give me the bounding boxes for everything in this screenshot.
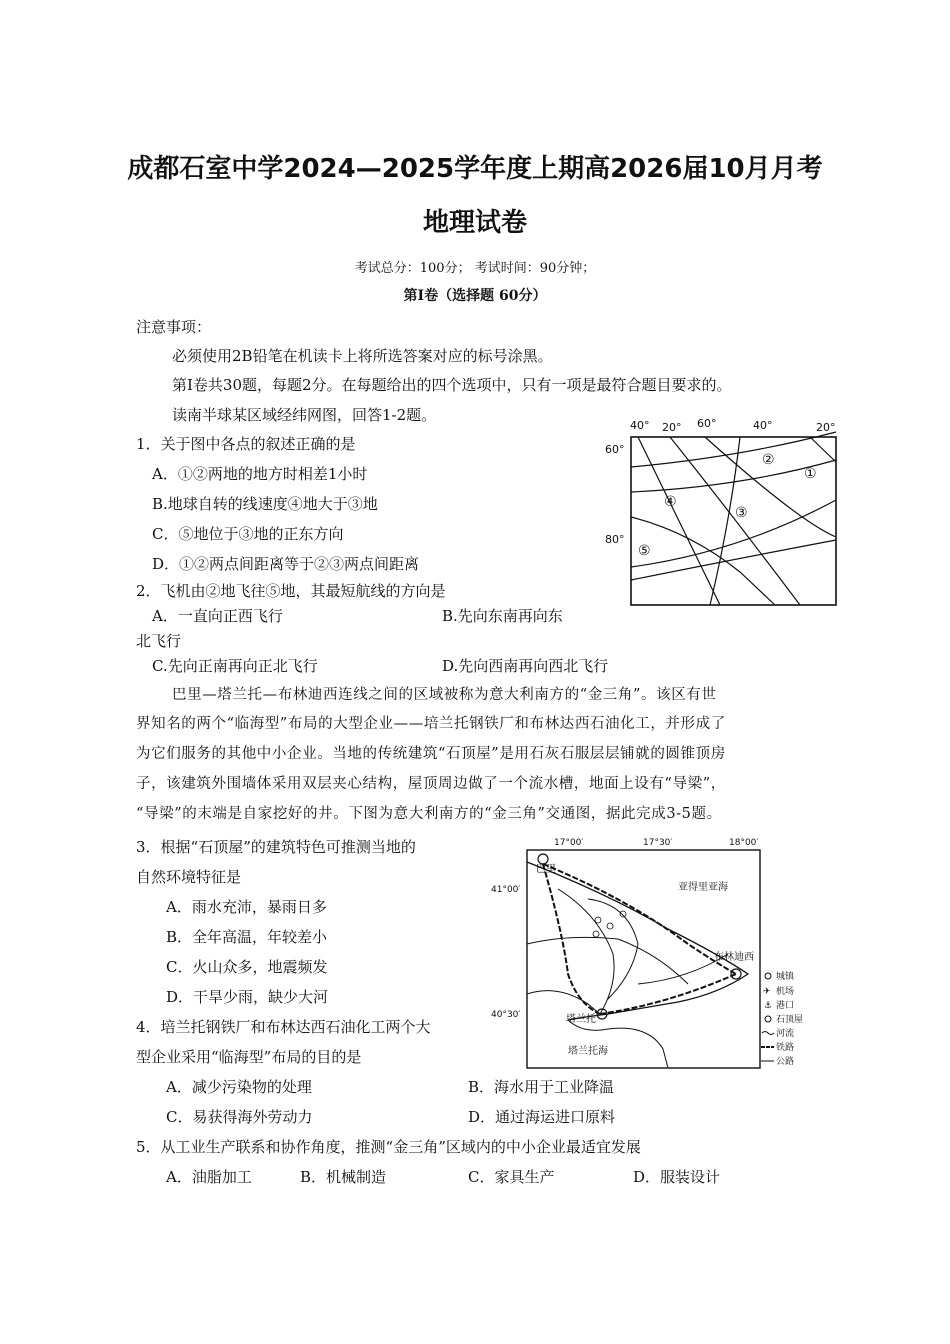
passage-line3: 为它们服务的其他中小企业。当地的传统建筑“石顶屋”是用石灰石服层层铺就的圆锥顶房 xyxy=(136,746,726,762)
lat-label-1: 41°00′ xyxy=(491,885,521,895)
label-brindisi: 布林迪西 xyxy=(714,952,754,963)
point-4: ④ xyxy=(664,494,677,510)
top-label-1: 40° xyxy=(630,419,650,432)
label-gulf: 塔兰托海 xyxy=(568,1046,608,1057)
q4-option-c: C．易获得海外劳动力 xyxy=(166,1108,313,1126)
legend-river: 河流 xyxy=(776,1029,795,1039)
graticule-map xyxy=(600,412,845,612)
legend-river-icon xyxy=(762,1032,774,1035)
q3-option-a: A．雨水充沛，暴雨日多 xyxy=(166,898,327,916)
legend-road: 公路 xyxy=(776,1057,795,1067)
part-title: 第Ⅰ卷（选择题 60分） xyxy=(403,288,547,304)
point-5: ⑤ xyxy=(638,543,651,559)
q3-option-c: C．火山众多，地震频发 xyxy=(166,958,328,976)
q5-option-d: D．服装设计 xyxy=(633,1168,721,1186)
intro-q1-2: 读南半球某区域经纬网图，回答1-2题。 xyxy=(172,406,437,424)
legend-town-icon xyxy=(765,973,771,979)
q2-option-b: B.先向东南再向东 xyxy=(442,607,563,625)
q5-option-b: B．机械制造 xyxy=(300,1168,387,1186)
passage-line4: 子，该建筑外围墙体采用双层夹心结构，屋顶周边做了一个流水槽，地面上设有“导梁”， xyxy=(136,776,726,792)
legend-airport-icon: ✈ xyxy=(763,987,771,997)
golden-triangle-map xyxy=(488,834,823,1074)
top-label-4: 40° xyxy=(753,419,773,432)
q5-option-a: A．油脂加工 xyxy=(166,1168,252,1186)
q3-stem-wrap: 自然环境特征是 xyxy=(136,868,242,886)
top-label-2: 20° xyxy=(662,421,682,434)
passage-line2: 界知名的两个“临海型”布局的大型企业——培兰托钢铁厂和布林达西石油化工，并形成了 xyxy=(136,716,726,732)
q2-option-a: A．一直向正西飞行 xyxy=(152,607,283,625)
q3-option-b: B．全年高温，年较差小 xyxy=(166,928,328,946)
left-label-80: 80° xyxy=(605,533,625,546)
notes-line2: 第Ⅰ卷共30题，每题2分。在每题给出的四个选项中，只有一项是最符合题目要求的。 xyxy=(172,376,732,394)
lon-label-3: 18°00′ xyxy=(729,838,759,848)
q2-stem: 2．飞机由②地飞往⑤地，其最短航线的方向是 xyxy=(136,582,446,600)
label-bari: 巴里 xyxy=(536,864,556,875)
q1-option-d: D．①②两点间距离等于②③两点间距离 xyxy=(152,555,420,573)
legend-town: 城镇 xyxy=(776,972,795,982)
q4-option-a: A．减少污染物的处理 xyxy=(166,1078,312,1096)
label-taranto: 塔兰托 xyxy=(566,1014,596,1025)
q5-option-c: C．家具生产 xyxy=(468,1168,555,1186)
point-3: ③ xyxy=(735,505,748,521)
q2-option-c: C.先向正南再向正北飞行 xyxy=(152,657,318,675)
q3-option-d: D．干旱少雨，缺少大河 xyxy=(166,988,329,1006)
exam-title-line2: 地理试卷 xyxy=(422,208,527,238)
notes-line1: 必须使用2B铅笔在机读卡上将所选答案对应的标号涂黑。 xyxy=(172,347,553,365)
q4-stem-wrap: 型企业采用“临海型”布局的目的是 xyxy=(136,1048,362,1066)
lon-label-1: 17°00′ xyxy=(554,838,584,848)
q4-stem: 4．培兰托钢铁厂和布林达西石油化工两个大 xyxy=(136,1018,431,1036)
q5-stem: 5．从工业生产联系和协作角度，推测“金三角”区域内的中小企业最适宜发展 xyxy=(136,1138,641,1156)
q1-option-c: C．⑤地位于③地的正东方向 xyxy=(152,525,344,543)
point-2: ② xyxy=(762,452,775,468)
top-label-3: 60° xyxy=(697,417,717,430)
legend-stone-house: 石顶屋 xyxy=(776,1015,804,1025)
label-adriatic: 亚得里亚海 xyxy=(678,882,728,893)
exam-info: 考试总分：100分； 考试时间：90分钟； xyxy=(354,261,596,276)
left-label-60: 60° xyxy=(605,443,625,456)
lon-label-2: 17°30′ xyxy=(643,838,673,848)
q1-option-b: B.地球自转的线速度④地大于③地 xyxy=(152,495,378,513)
legend-stone-house-icon xyxy=(765,1016,771,1022)
legend-airport: 机场 xyxy=(776,987,795,997)
q2-option-d: D.先向西南再向西北飞行 xyxy=(442,657,609,675)
notes-heading: 注意事项： xyxy=(136,318,212,336)
point-1: ① xyxy=(804,466,817,482)
top-label-5: 20° xyxy=(816,421,836,434)
exam-title-line1: 成都石室中学2024—2025学年度上期高2026届10月月考 xyxy=(127,154,823,184)
legend-railway: 铁路 xyxy=(776,1043,795,1053)
q1-stem: 1．关于图中各点的叙述正确的是 xyxy=(136,435,356,453)
q2-option-b-wrap: 北飞行 xyxy=(136,632,182,650)
passage-line1: 巴里—塔兰托—布林迪西连线之间的区域被称为意大利南方的“金三角”。该区有世 xyxy=(172,687,717,703)
legend-port: 港口 xyxy=(776,1001,795,1011)
lat-label-2: 40°30′ xyxy=(491,1010,521,1020)
passage-line5: “导梁”的末端是自家挖好的井。下图为意大利南方的“金三角”交通图，据此完成3-5题。 xyxy=(136,806,722,822)
q1-option-a: A．①②两地的地方时相差1小时 xyxy=(152,465,368,483)
legend-port-icon: ⚓ xyxy=(764,1001,773,1011)
q4-option-b: B．海水用于工业降温 xyxy=(468,1078,615,1096)
q4-option-d: D．通过海运进口原料 xyxy=(468,1108,616,1126)
q3-stem: 3．根据“石顶屋”的建筑特色可推测当地的 xyxy=(136,838,416,856)
